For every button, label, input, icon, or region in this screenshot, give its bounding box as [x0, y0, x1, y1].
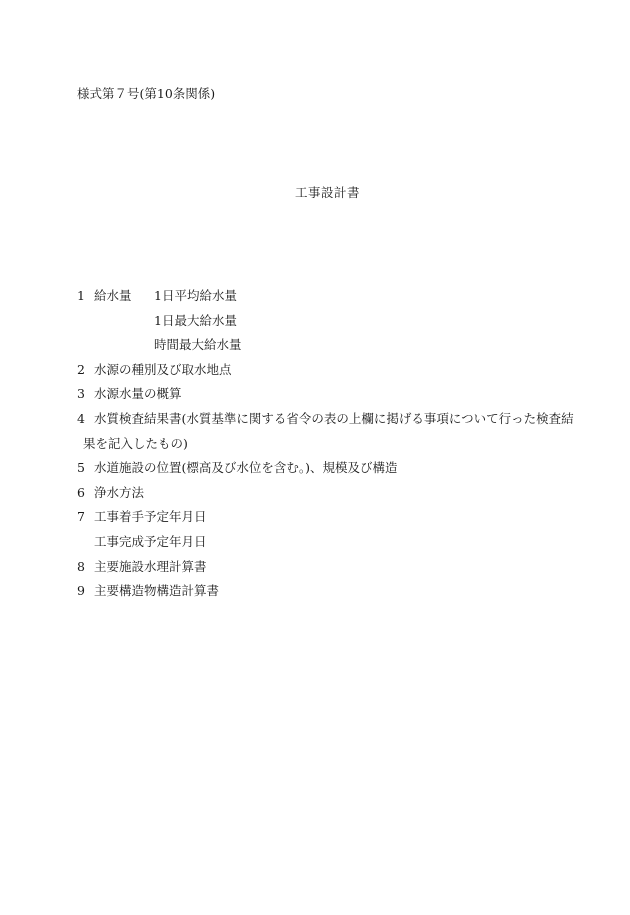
form-number: 様式第７号(第10条関係): [77, 86, 216, 101]
item-text: 水源水量の概算: [94, 386, 182, 402]
item-list: [77, 284, 574, 604]
list-item: [77, 358, 557, 383]
item-number: 8: [77, 558, 85, 574]
item-text: 水質検査結果書(水質基準に関する省令の表の上欄に掲げる事項について行った検査結: [94, 410, 574, 426]
item-text: 主要施設水理計算書: [94, 558, 207, 574]
item-sub-text: 1日平均給水量: [154, 288, 237, 303]
list-item: [77, 505, 557, 530]
item-text: 水源の種別及び取水地点: [94, 361, 232, 377]
item-text-continued: 果を記入したもの): [83, 435, 188, 451]
list-item-sub: [77, 309, 557, 334]
item-sub-text: 時間最大給水量: [154, 337, 242, 353]
item-sub-text: 1日最大給水量: [154, 312, 237, 328]
item-number: 3: [77, 386, 85, 402]
list-item: [77, 284, 557, 309]
list-item: [77, 555, 557, 580]
item-text: 浄水方法: [94, 484, 145, 500]
item-text: 水道施設の位置(標高及び水位を含む。)、規模及び構造: [94, 460, 398, 476]
item-text: 主要構造物構造計算書: [94, 583, 220, 599]
item-number: 5: [77, 460, 85, 476]
list-item: [77, 456, 557, 481]
item-text: 工事着手予定年月日: [94, 509, 207, 525]
item-number: 4: [77, 410, 85, 426]
item-sub-text: 工事完成予定年月日: [94, 533, 207, 549]
list-item: [77, 407, 574, 432]
item-number: 6: [77, 484, 85, 500]
item-number: 7: [77, 509, 85, 525]
list-item: [77, 481, 557, 506]
item-number: 2: [77, 361, 85, 377]
list-item-sub: [77, 530, 557, 555]
document-title: 工事設計書: [294, 185, 360, 200]
list-item-continuation: [77, 432, 557, 457]
item-label: 給水量: [94, 288, 132, 303]
list-item: [77, 382, 557, 407]
item-number: 9: [77, 583, 85, 599]
list-item: [77, 579, 557, 604]
list-item-sub: [77, 333, 557, 358]
item-number: 1: [77, 288, 85, 303]
